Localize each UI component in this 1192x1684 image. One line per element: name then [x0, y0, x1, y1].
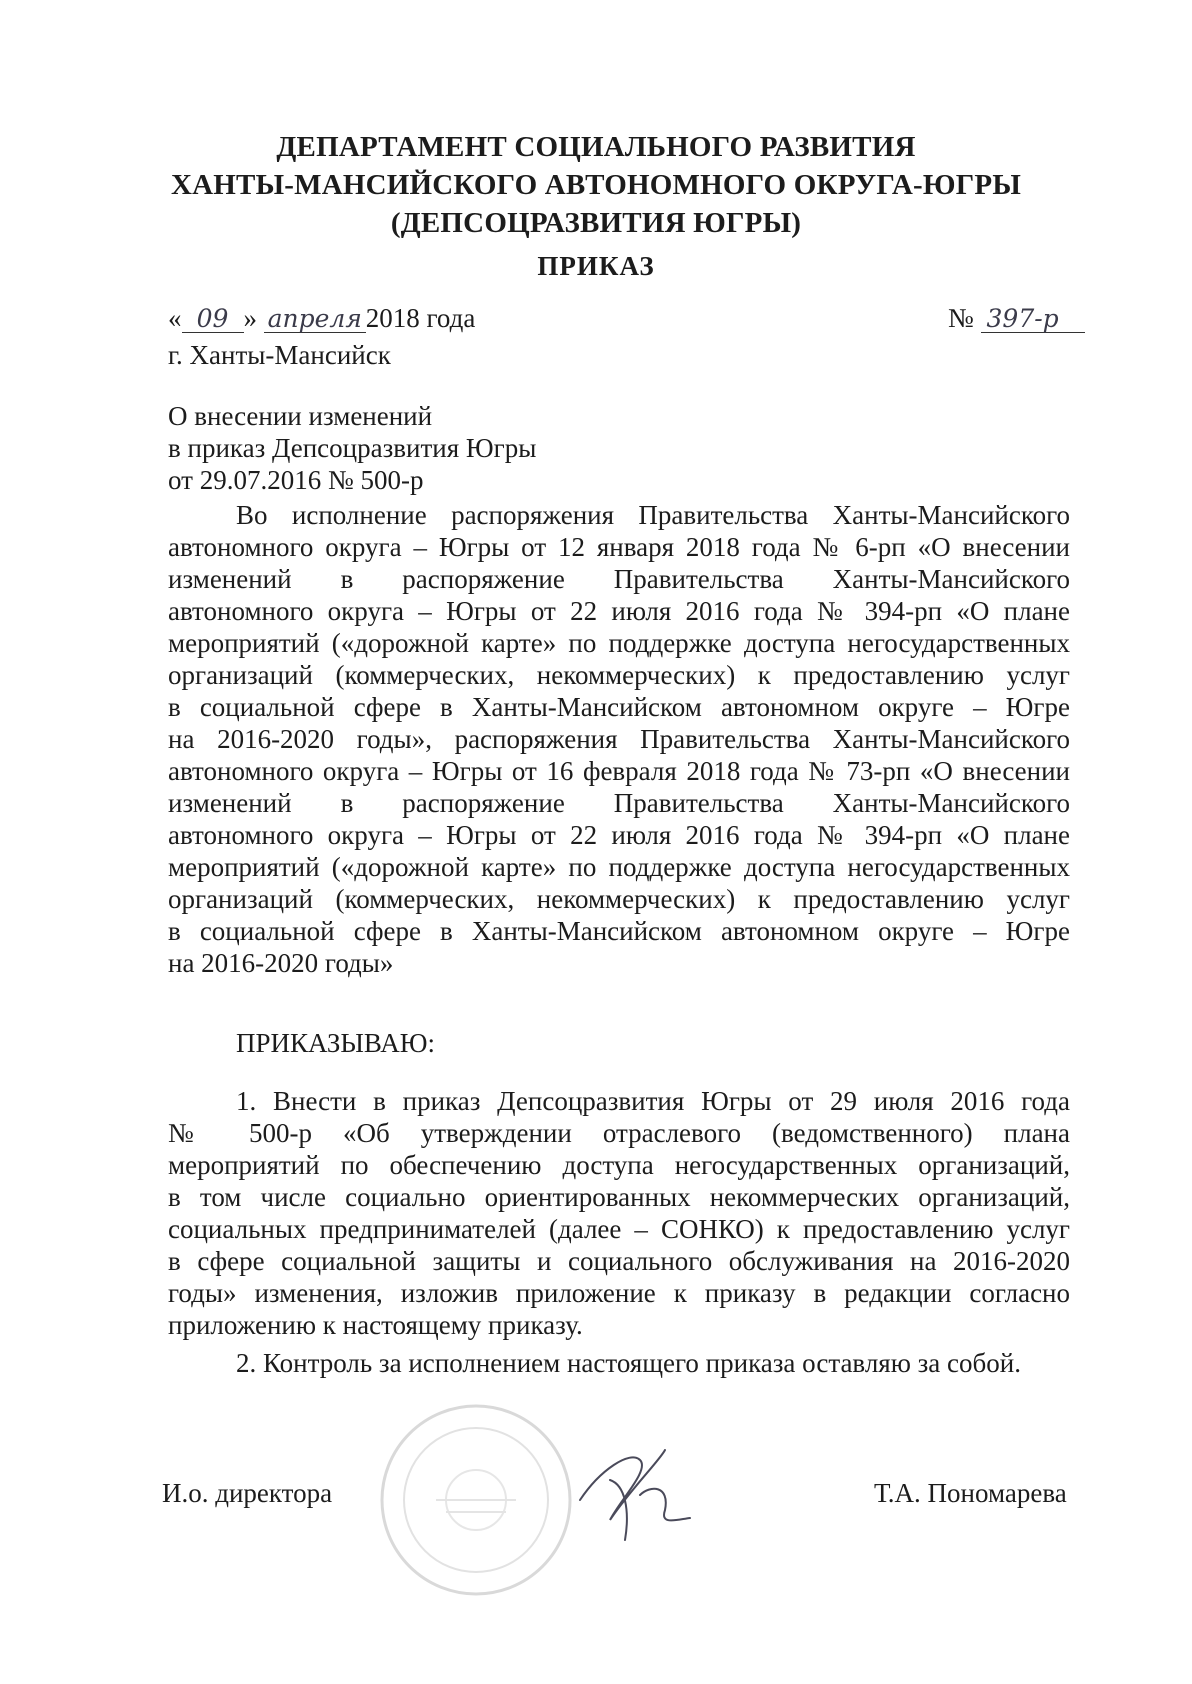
preamble-line: мероприятий («дорожной карте» по поддержке доступа негосударственных	[168, 628, 1070, 658]
handwritten-month: апреля	[264, 306, 366, 333]
item1-line: в том числе социально ориентированных некоммерческих организаций,	[168, 1182, 1070, 1212]
preamble-line: изменений в распоряжение Правительства Ханты-Мансийского	[168, 788, 1070, 818]
header-line-1: ДЕПАРТАМЕНТ СОЦИАЛЬНОГО РАЗВИТИЯ	[276, 131, 916, 163]
preamble-line: организаций (коммерческих, некоммерческих) к предоставлению услуг	[168, 884, 1070, 914]
header-line-2: ХАНТЫ-МАНСИЙСКОГО АВТОНОМНОГО ОКРУГА-ЮГРЫ	[171, 169, 1021, 201]
subject-line: О внесении изменений	[168, 401, 433, 431]
signatory-title: И.о. директора	[162, 1478, 333, 1508]
order-number	[948, 303, 1085, 334]
date-open-quote: «	[168, 303, 182, 333]
handwritten-number: 397-р	[981, 306, 1085, 333]
subject-line: в приказ Депсоцразвития Югры	[168, 433, 537, 463]
preamble-line: автономного округа – Югры от 16 февраля 2018 года № 73-рп «О внесении	[168, 756, 1070, 786]
preamble-line: на 2016-2020 годы»	[168, 948, 394, 978]
preamble-line: автономного округа – Югры от 22 июля 2016 года № 394-рп «О плане	[168, 596, 1070, 626]
item1-line: социальных предпринимателей (далее – СОНКО) к предоставлению услуг	[168, 1214, 1070, 1244]
order-date	[168, 303, 475, 334]
signatory-name: Т.А. Пономарева	[874, 1478, 1067, 1508]
item1-line: 1. Внести в приказ Депсоцразвития Югры от 29 июля 2016 года	[236, 1086, 1070, 1116]
subject-line: от 29.07.2016 № 500-р	[168, 465, 424, 495]
item2-line: 2. Контроль за исполнением настоящего приказа оставляю за собой.	[236, 1348, 1021, 1378]
preamble-line: изменений в распоряжение Правительства Ханты-Мансийского	[168, 564, 1070, 594]
preamble-line: мероприятий («дорожной карте» по поддержке доступа негосударственных	[168, 852, 1070, 882]
preamble-line: автономного округа – Югры от 22 июля 2016 года № 394-рп «О плане	[168, 820, 1070, 850]
handwritten-day: 09	[182, 306, 244, 333]
item1-line: № 500-р «Об утверждении отраслевого (ведомственного) плана	[168, 1118, 1070, 1148]
item1-line: мероприятий по обеспечению доступа негосударственных организаций,	[168, 1150, 1070, 1180]
preamble-line: организаций (коммерческих, некоммерческих) к предоставлению услуг	[168, 660, 1070, 690]
preamble-line: Во исполнение распоряжения Правительства Ханты-Мансийского	[236, 500, 1070, 530]
handwritten-signature-icon	[570, 1440, 700, 1550]
number-prefix: №	[948, 303, 974, 333]
official-stamp-icon	[376, 1400, 576, 1600]
date-year: 2018 года	[365, 303, 476, 333]
preamble-line: в социальной сфере в Ханты-Мансийском автономном округе – Югре	[168, 916, 1070, 946]
preamble-line: автономного округа – Югры от 12 января 2018 года № 6-рп «О внесении	[168, 532, 1070, 562]
date-close-quote: »	[243, 303, 257, 333]
order-word: ПРИКАЗЫВАЮ:	[236, 1028, 435, 1058]
order-subject	[168, 400, 536, 496]
department-header	[0, 128, 1192, 242]
header-line-3: (ДЕПСОЦРАЗВИТИЯ ЮГРЫ)	[390, 207, 802, 239]
document-type-title: ПРИКАЗ	[537, 251, 655, 281]
item1-line: приложению к настоящему приказу.	[168, 1310, 583, 1340]
preamble-line: на 2016-2020 годы», распоряжения Правительства Ханты-Мансийского	[168, 724, 1070, 754]
item1-line: в сфере социальной защиты и социального обслуживания на 2016-2020	[168, 1246, 1070, 1276]
city-line: г. Ханты-Мансийск	[168, 340, 391, 370]
preamble-line: в социальной сфере в Ханты-Мансийском автономном округе – Югре	[168, 692, 1070, 722]
item1-line: годы» изменения, изложив приложение к приказу в редакции согласно	[168, 1278, 1070, 1308]
